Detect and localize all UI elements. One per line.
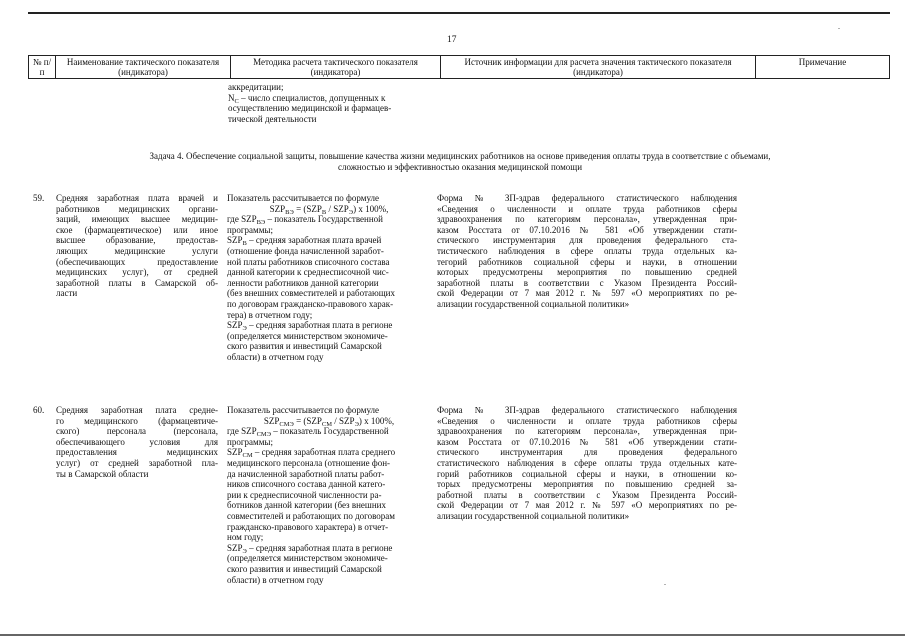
text-line: $SZP_{СМ}$ – средняя заработная плата среднего bbox=[227, 447, 396, 460]
text-line: работников медицинских органи- bbox=[56, 203, 218, 214]
header-col-method: Методика расчета тактического показателя (индикатора) bbox=[231, 56, 441, 79]
row-method bbox=[227, 193, 431, 363]
text-line: высшее образование, предостав- bbox=[56, 235, 218, 246]
row-number: 60. bbox=[33, 405, 45, 415]
text-line: ской Федерации от 7 мая 2012 г. № 597 «О мероприятиях по ре- bbox=[437, 288, 737, 299]
row-source bbox=[437, 405, 737, 522]
text-line: казом Росстата от 07.10.2016 № 581 «Об утверждении стати- bbox=[437, 224, 737, 235]
text-line: ализации государственной социальной политики» bbox=[437, 298, 630, 309]
text-line: которых предусмотрены мероприятия по повышению средней bbox=[437, 267, 737, 278]
row-number: 59. bbox=[33, 193, 45, 203]
text-line: Средняя заработная плата средне- bbox=[56, 405, 218, 415]
text-line: программы; bbox=[227, 436, 273, 447]
text-line: ского) персонала (персонала, bbox=[56, 426, 218, 437]
text-line: программы; bbox=[227, 224, 273, 235]
text-line: тистического наблюдения в сфере оплаты труда отдельных ка- bbox=[437, 245, 737, 256]
text-line: $SZP_Э$ – средняя заработная плата в регионе bbox=[227, 542, 393, 555]
text-line: рии к среднесписочной численности ра- bbox=[227, 489, 382, 500]
text-line: го медицинского (фармацевтиче- bbox=[56, 415, 218, 426]
top-rule bbox=[28, 12, 890, 14]
text-line: горий работников социальной сферы и науки, в отношении ко- bbox=[437, 468, 737, 479]
text-line: ласти bbox=[56, 288, 78, 299]
text-line: «Сведения о численности и оплате труда работников сферы bbox=[437, 203, 737, 214]
text-line: Форма № ЗП-здрав федерального статистического наблюдения bbox=[437, 193, 737, 203]
text-line: здравоохранения по категориям персонала», утвержденная при- bbox=[437, 214, 737, 225]
text-line: ты в Самарской области bbox=[56, 468, 149, 479]
text-line: ского развития и инвестиций Самарской bbox=[227, 341, 382, 352]
text-line: стического инструментария для проведения федерального bbox=[437, 447, 737, 458]
text-line: где $SZP_{СМЭ}$ – показатель Государственной bbox=[227, 426, 389, 439]
continuation-line: аккредитации; bbox=[228, 82, 284, 92]
scan-speck: . bbox=[664, 578, 666, 587]
text-line: данной категории к среднесписочной чис- bbox=[227, 267, 389, 278]
text-line: (определяется министерством экономиче- bbox=[227, 553, 388, 564]
text-line: ников списочного состава данной катего- bbox=[227, 479, 386, 490]
text-line: статистического наблюдения в сфере оплаты труда отдельных кате- bbox=[437, 457, 737, 468]
text-line: медицинского персонала (отношение фон- bbox=[227, 457, 391, 468]
text-line: ботников данной категории (без внешних bbox=[227, 500, 386, 511]
text-line: $SZP_Э$ – средняя заработная плата в регионе bbox=[227, 320, 393, 333]
continuation-nc-line: $N_C$ – число специалистов, допущенных к bbox=[228, 92, 386, 105]
header-col-note: Примечание bbox=[756, 56, 890, 79]
continuation-line: тической деятельности bbox=[228, 113, 317, 124]
text-line: стического инструментария для проведения федерального ста- bbox=[437, 235, 737, 246]
page-number: 17 bbox=[447, 35, 457, 45]
text-line: ленности работников данной категории bbox=[227, 277, 379, 288]
row-indicator-name bbox=[56, 193, 218, 299]
text-line: области) в отчетном году bbox=[227, 351, 324, 362]
text-line: заработной платы в соответствии с Указом Президента Россий- bbox=[437, 277, 737, 288]
header-col-name: Наименование тактического показателя (индикатора) bbox=[56, 56, 231, 79]
text-line: (без внешних совместителей и работающих bbox=[227, 288, 395, 299]
method-formula: $SZP_{СМЭ} = (SZP_{СМ} / SZP_Э)$ x 100%, bbox=[263, 415, 395, 428]
text-line: ское (фармацевтическое) или иное bbox=[56, 224, 218, 235]
text-line: ского развития и инвестиций Самарской bbox=[227, 563, 382, 574]
header-col-source: Источник информации для расчета значения тактического показателя (индикатора) bbox=[441, 56, 756, 79]
text-line: ализации государственной социальной политики» bbox=[437, 510, 630, 521]
text-line: (отношение фонда начисленной заработ- bbox=[227, 245, 384, 256]
text-line: предоставления медицинских bbox=[56, 447, 218, 458]
text-line: $SZP_В$ – средняя заработная плата врачей bbox=[227, 235, 382, 248]
text-line: ляющих медицинские услуги bbox=[56, 245, 218, 256]
method-intro: Показатель рассчитывается по формуле bbox=[227, 405, 380, 415]
text-line: заций, имеющих высшее медицин- bbox=[56, 214, 218, 225]
row-source bbox=[437, 193, 737, 310]
continuation-line: осуществлению медицинской и фармацев- bbox=[228, 103, 392, 114]
text-line: обеспечивающего условия для bbox=[56, 436, 218, 447]
method-formula: $SZP_{ВЭ} = (SZP_В / SZP_Э)$ x 100%, bbox=[269, 203, 389, 216]
text-line: Форма № ЗП-здрав федерального статистического наблюдения bbox=[437, 405, 737, 415]
text-line: тера) в отчетном году; bbox=[227, 309, 313, 320]
scan-speck: . bbox=[838, 22, 840, 31]
text-line: казом Росстата от 07.10.2016 № 581 «Об утверждении стати- bbox=[437, 436, 737, 447]
bottom-rule bbox=[0, 634, 905, 636]
text-line: (определяется министерством экономиче- bbox=[227, 330, 388, 341]
text-line: работной платы в соответствии с Указом Президента Россий- bbox=[437, 489, 737, 500]
header-col-number: № п/п bbox=[29, 56, 56, 79]
text-line: услуг) от средней заработной пла- bbox=[56, 457, 218, 468]
text-line: здравоохранения по категориям персонала», утвержденная при- bbox=[437, 426, 737, 437]
row-method bbox=[227, 405, 431, 585]
text-line: (обеспечивающих предоставление bbox=[56, 256, 218, 267]
text-line: да начисленной заработной платы работ- bbox=[227, 468, 385, 479]
row-indicator-name bbox=[56, 405, 218, 479]
table-header bbox=[28, 55, 890, 79]
text-line: «Сведения о численности и оплате труда работников сферы bbox=[437, 415, 737, 426]
text-line: тегорий работников социальной сферы и науки, в отношении bbox=[437, 256, 737, 267]
text-line: ном году; bbox=[227, 532, 264, 543]
text-line: Средняя заработная плата врачей и bbox=[56, 193, 218, 203]
text-line: совместителей и работающих по договорам bbox=[227, 510, 395, 521]
text-line: области) в отчетном году bbox=[227, 574, 324, 585]
text-line: ской Федерации от 7 мая 2012 г. № 597 «О мероприятиях по ре- bbox=[437, 500, 737, 511]
text-line: по договорам гражданско-правового харак- bbox=[227, 298, 394, 309]
method-intro: Показатель рассчитывается по формуле bbox=[227, 193, 380, 203]
continuation-text bbox=[228, 82, 433, 124]
text-line: торых предусмотрены мероприятия по повышению средней за- bbox=[437, 479, 737, 490]
text-line: заработной платы в Самарской об- bbox=[56, 277, 218, 288]
text-line: медицинских услуг), от средней bbox=[56, 267, 218, 278]
text-line: где $SZP_{ВЭ}$ – показатель Государственной bbox=[227, 214, 383, 227]
text-line: гражданско-правового характера) в отчет- bbox=[227, 521, 389, 532]
task-heading: Задача 4. Обеспечение социальной защиты, повышение качества жизни медицинских работников на основе приведения оплаты труда в соответствие с объемами, сложностью и эффективностью оказания медицинской помощи bbox=[149, 151, 771, 172]
text-line: ной платы работников списочного состава bbox=[227, 256, 390, 267]
